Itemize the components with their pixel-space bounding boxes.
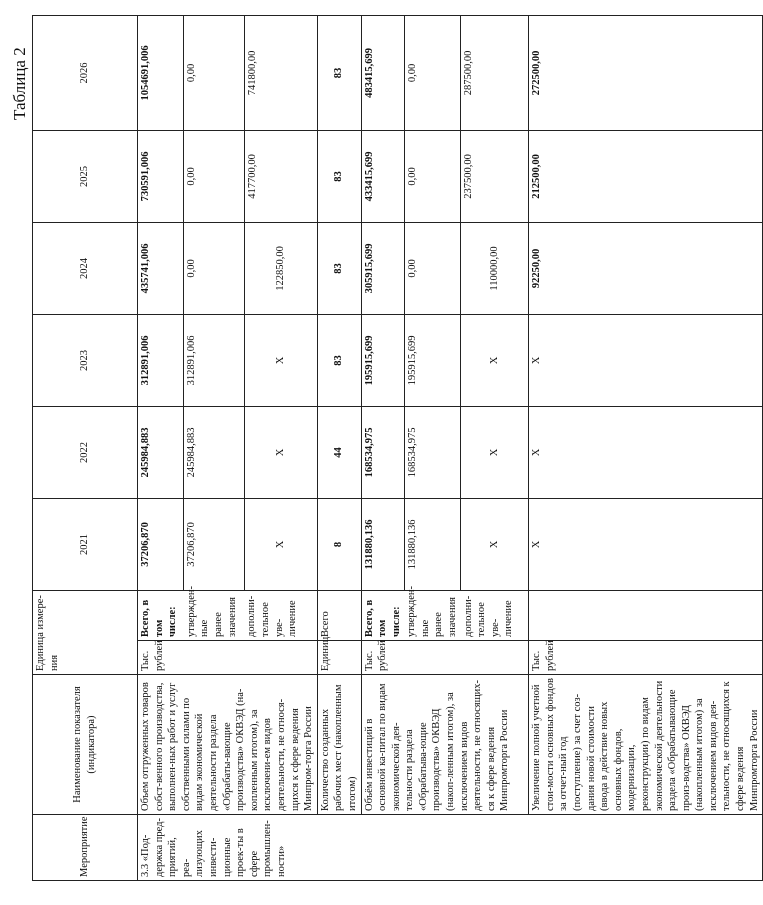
table-cell: 37206,870	[138, 498, 184, 590]
table-cell: X	[529, 314, 763, 406]
table-cell: 131880,136	[404, 498, 460, 590]
indicator-unit: Тыс. рублей	[361, 641, 529, 675]
table-cell: X	[244, 498, 317, 590]
header-unit: Единица измере-ния	[33, 590, 138, 674]
table-row	[529, 15, 763, 880]
table-cell: 417700,00	[244, 130, 317, 222]
table-cell: X	[244, 314, 317, 406]
table-caption: Таблица 2	[10, 47, 29, 120]
table-cell: 245984,883	[184, 406, 244, 498]
table-cell: 195915,699	[404, 314, 460, 406]
indicator-unit: Единиц	[317, 641, 361, 675]
table-cell: 0,00	[404, 222, 460, 314]
table-cell: 433415,699	[361, 130, 404, 222]
row-label: утвержден-ные ранее значения	[404, 590, 460, 640]
table-cell: 483415,699	[361, 15, 404, 130]
table-cell: 312891,006	[138, 314, 184, 406]
table-cell: 245984,883	[138, 406, 184, 498]
indicator-name: Количество созданных рабочих мест (накопленным итогом)	[317, 675, 361, 815]
indicator-name: Объём инвестиций в основной ка-питал по видам экономической дея-тельности раздела «Обрабатыва-ющие производства» ОКВЭД (накоп-ленным итогом), за исключением видов деятельности, не относящих-ся к сфере ведения Минпромторга России	[361, 675, 529, 815]
table-cell: 8	[317, 498, 361, 590]
table-cell: 435741,006	[138, 222, 184, 314]
table-cell: 0,00	[404, 15, 460, 130]
table-cell: 83	[317, 314, 361, 406]
table-cell: X	[461, 406, 529, 498]
table-cell: 83	[317, 15, 361, 130]
table-cell: X	[461, 314, 529, 406]
table-row	[361, 15, 404, 880]
table-cell: 730591,006	[138, 130, 184, 222]
table-cell: 92250,00	[529, 222, 763, 314]
header-year: 2024	[33, 222, 138, 314]
row-label: Всего, в том числе:	[361, 590, 404, 640]
table-cell: 195915,699	[361, 314, 404, 406]
table-cell: 0,00	[404, 130, 460, 222]
header-event: Мероприятие	[33, 815, 138, 881]
table-cell: 272500,00	[529, 15, 763, 130]
indicator-name: Увеличение полной учетной стои-мости основных фондов за отчет-ный год (поступление) за счет соз-дания новой стоимости (ввода в действие новых основных фондов, модернизации, реконструкции) по видам экономической деятельности раздела «Обрабатывающие произ-водства» ОКВЭД (накопленным итогом) за исключением видов дея-тельности, не относящихся к сфере ведения Минпромторга России	[529, 675, 763, 815]
table-cell: 83	[317, 222, 361, 314]
table-cell: 0,00	[184, 130, 244, 222]
table-cell: 212500,00	[529, 130, 763, 222]
header-year: 2026	[33, 15, 138, 130]
table-cell: 37206,870	[184, 498, 244, 590]
table-cell: X	[244, 406, 317, 498]
table-cell: 168534,975	[404, 406, 460, 498]
table-cell: X	[529, 498, 763, 590]
table-cell: 131880,136	[361, 498, 404, 590]
table-cell: 305915,699	[361, 222, 404, 314]
row-label	[529, 590, 763, 640]
header-row	[33, 15, 138, 880]
table-cell: 741800,00	[244, 15, 317, 130]
row-label: дополни-тельное уве-личение	[461, 590, 529, 640]
indicator-unit: Тыс. рублей	[138, 641, 318, 675]
header-year: 2025	[33, 130, 138, 222]
header-year: 2023	[33, 314, 138, 406]
header-year: 2022	[33, 406, 138, 498]
event-name: 3.3 «Под-держка пред-приятий, реа-лизующих инвести-ционные проек-ты в сфере промышлен-ности»	[138, 815, 763, 881]
table-cell: 168534,975	[361, 406, 404, 498]
table-cell: 110000,00	[461, 222, 529, 314]
row-label: Всего, в том числе:	[138, 590, 184, 640]
table-cell: X	[461, 498, 529, 590]
table-cell: 1054691,006	[138, 15, 184, 130]
header-year: 2021	[33, 498, 138, 590]
table-cell: 312891,006	[184, 314, 244, 406]
table-cell: 237500,00	[461, 130, 529, 222]
table-cell: 44	[317, 406, 361, 498]
indicator-name: Объем отгруженных товаров собст-венного производства, выполнен-ных работ и услуг собственными силами по видам экономической деятельности раздела «Обрабаты-вающие производства» ОКВЭД (на-копленным итогом), за исключени-ем видов деятельности, не относя-щихся к сфере ведения Минпром-торга России	[138, 675, 318, 815]
table-cell: 83	[317, 130, 361, 222]
table-cell: 287500,00	[461, 15, 529, 130]
table-cell: 0,00	[184, 15, 244, 130]
table-row	[317, 15, 361, 880]
row-label: утвержден-ные ранее значения	[184, 590, 244, 640]
row-label: Всего	[317, 590, 361, 640]
header-indicator: Наименование показателя (индикатора)	[33, 675, 138, 815]
row-label: дополни-тельное уве-личение	[244, 590, 317, 640]
table-cell: 122850,00	[244, 222, 317, 314]
table-cell: X	[529, 406, 763, 498]
table-cell: 0,00	[184, 222, 244, 314]
indicators-table	[32, 15, 763, 881]
indicator-unit: Тыс. рублей	[529, 641, 763, 675]
table-row	[138, 15, 184, 880]
